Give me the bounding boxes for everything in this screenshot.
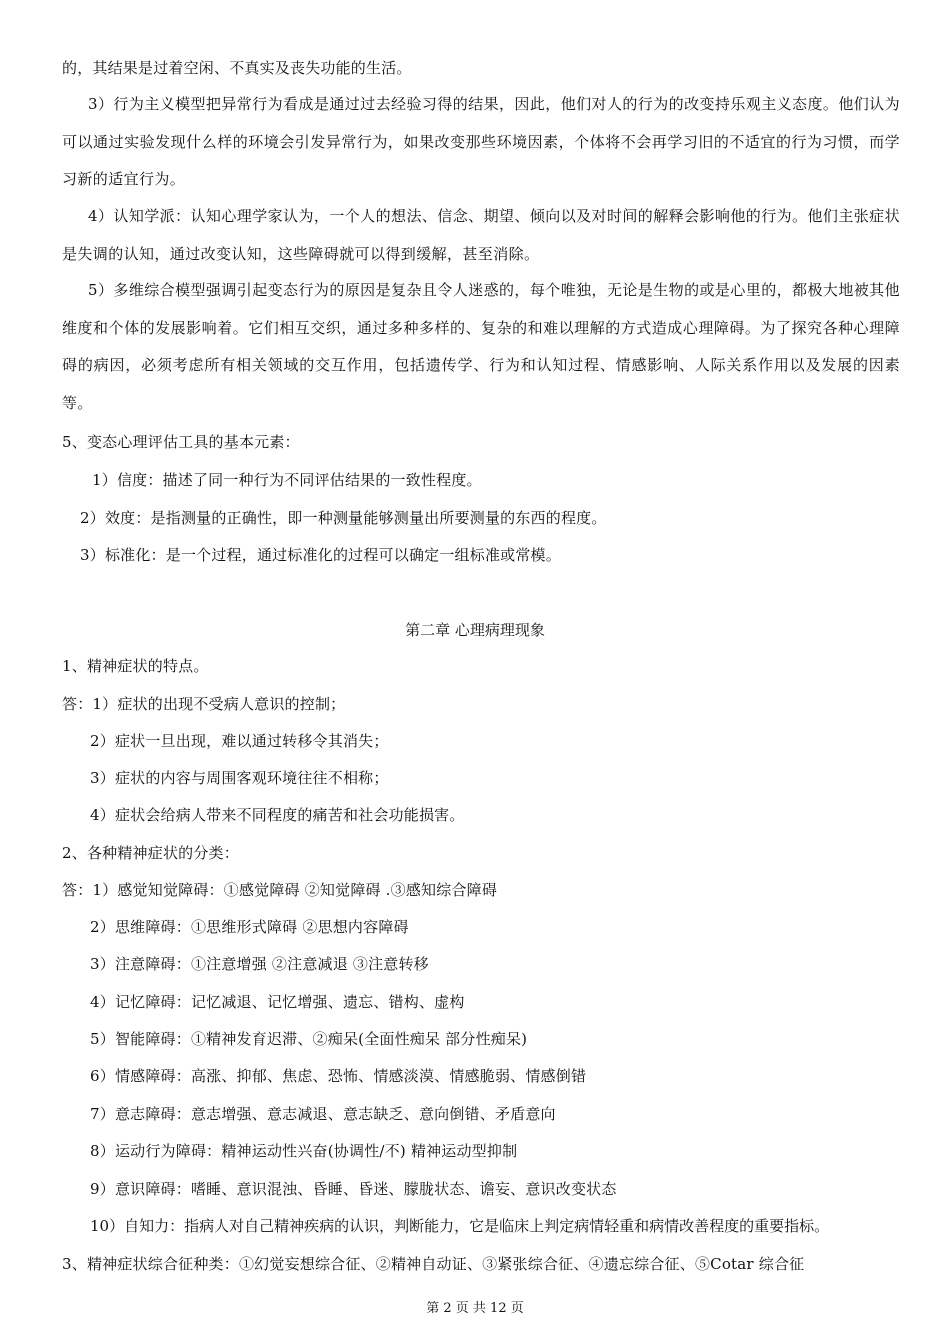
chapter-title: 第二章 心理病理现象 — [405, 621, 545, 639]
q2-answer-1: 答：1）感觉知觉障碍：①感觉障碍 ②知觉障碍 .③感知综合障碍 — [62, 881, 498, 899]
q1-answer-1: 答：1）症状的出现不受病人意识的控制； — [62, 695, 346, 713]
paragraph-behaviorism: 3）行为主义模型把异常行为看成是通过过去经验习得的结果，因此，他们对人的行为的改变持乐观主义态度。他们认为可以通过实验发现什么样的环境会引发异常行为，如果改变那些环境因素，个体将不会再学习旧的不适宜的行为习惯，而学习新的适宜行为。 — [62, 95, 900, 189]
section5-item-reliability: 1）信度：描述了同一种行为不同评估结果的一致性程度。 — [92, 471, 482, 489]
q1-heading: 1、精神症状的特点。 — [62, 657, 209, 675]
section5-heading: 5、变态心理评估工具的基本元素： — [62, 433, 300, 451]
q2-answer-6: 6）情感障碍：高涨、抑郁、焦虑、恐怖、情感淡漠、情感脆弱、情感倒错 — [90, 1067, 587, 1085]
q2-answer-9: 9）意识障碍：嗜睡、意识混浊、昏睡、昏迷、朦胧状态、谵妄、意识改变状态 — [90, 1180, 617, 1198]
paragraph-cognitive: 4）认知学派：认知心理学家认为，一个人的想法、信念、期望、倾向以及对时间的解释会影响他的行为。他们主张症状是失调的认知，通过改变认知，这些障碍就可以得到缓解，甚至消除。 — [62, 207, 900, 263]
q2-answer-5: 5）智能障碍：①精神发育迟滞、②痴呆(全面性痴呆 部分性痴呆) — [90, 1030, 528, 1048]
q2-heading: 2、各种精神症状的分类： — [62, 844, 239, 862]
q2-answer-8: 8）运动行为障碍：精神运动性兴奋(协调性/不) 精神运动型抑制 — [90, 1142, 518, 1160]
intro-line: 的，其结果是过着空闲、不真实及丧失功能的生活。 — [62, 59, 412, 77]
page-number: 第 2 页 共 12 页 — [426, 1301, 524, 1316]
q2-answer-3: 3）注意障碍：①注意增强 ②注意减退 ③注意转移 — [90, 955, 429, 973]
q1-answer-3: 3）症状的内容与周围客观环境往往不相称； — [90, 769, 389, 787]
q2-answer-7: 7）意志障碍：意志增强、意志减退、意志缺乏、意向倒错、矛盾意向 — [90, 1105, 556, 1123]
q2-answer-2: 2）思维障碍：①思维形式障碍 ②思想内容障碍 — [90, 918, 409, 936]
paragraph-multidimensional: 5）多维综合模型强调引起变态行为的原因是复杂且令人迷惑的，每个唯独，无论是生物的或是心里的，都极大地被其他维度和个体的发展影响着。它们相互交织，通过多种多样的、复杂的和难以理解的方式造成心理障碍。为了探究各种心理障碍的病因，必须考虑所有相关领域的交互作用，包括遗传学、行为和认知过程、情感影响、人际关系作用以及发展的因素等。 — [62, 281, 900, 412]
q2-answer-4: 4）记忆障碍：记忆减退、记忆增强、遗忘、错构、虚构 — [90, 993, 465, 1011]
q1-answer-2: 2）症状一旦出现，难以通过转移令其消失； — [90, 732, 389, 750]
q1-answer-4: 4）症状会给病人带来不同程度的痛苦和社会功能损害。 — [90, 806, 465, 824]
q3-text: 3、精神症状综合征种类：①幻觉妄想综合征、②精神自动证、③紧张综合征、④遗忘综合征、⑤Cotar 综合征 — [62, 1255, 805, 1273]
section5-item-standardization: 3）标准化：是一个过程，通过标准化的过程可以确定一组标准或常模。 — [80, 546, 561, 564]
section5-item-validity: 2）效度：是指测量的正确性，即一种测量能够测量出所要测量的东西的程度。 — [80, 509, 607, 527]
q2-answer-10: 10）自知力：指病人对自己精神疾病的认识，判断能力，它是临床上判定病情轻重和病情改善程度的重要指标。 — [90, 1217, 830, 1235]
